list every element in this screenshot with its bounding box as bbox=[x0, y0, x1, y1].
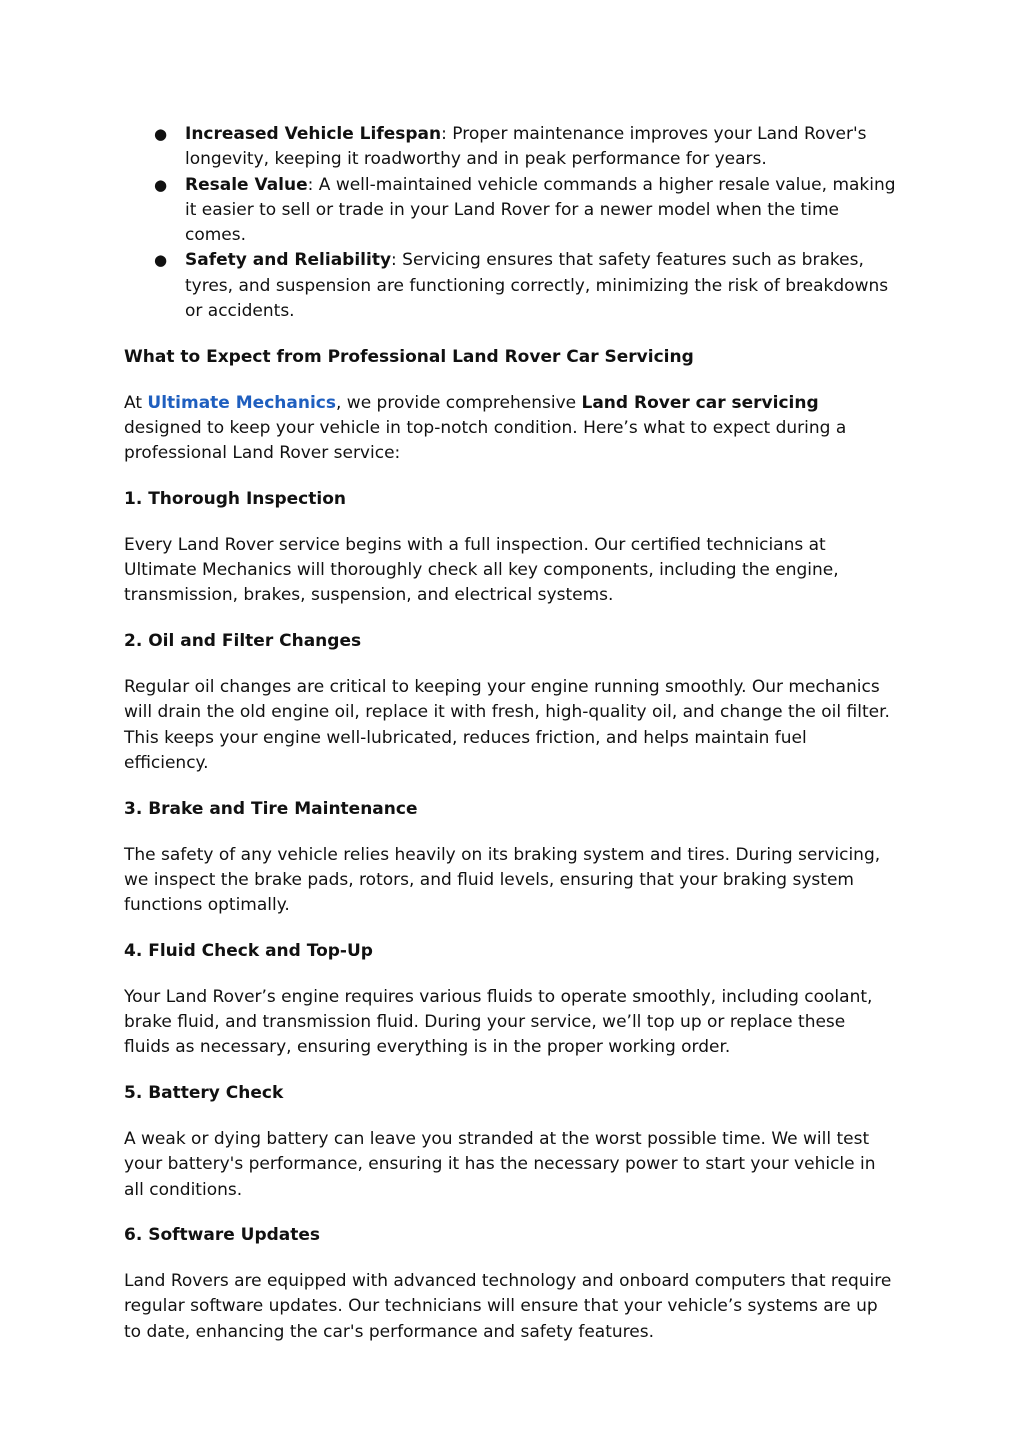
bullet-icon: ● bbox=[154, 125, 168, 143]
benefits-list bbox=[124, 122, 896, 324]
bullet-title: Resale Value bbox=[185, 174, 308, 195]
list-item bbox=[124, 248, 896, 324]
step-body: The safety of any vehicle relies heavily on its braking system and tires. During servicing, we inspect the brake pads, rotors, and fluid levels, ensuring that your braking system functions optimally. bbox=[124, 844, 881, 916]
bullet-icon: ● bbox=[154, 251, 168, 270]
bullet-title: Safety and Reliability bbox=[185, 250, 392, 271]
bullet-text: : Proper maintenance improves your Land Rover's longevity, keeping it roadworthy and in peak performance for years. bbox=[185, 124, 867, 170]
step-body: Your Land Rover’s engine requires various fluids to operate smoothly, including coolant, brake fluid, and transmission fluid. During your service, we’ll top up or replace these fluids as necessary, ensuring everything is in the proper working order. bbox=[124, 986, 873, 1058]
bullet-icon: ● bbox=[154, 175, 168, 194]
step-heading: 3. Brake and Tire Maintenance bbox=[124, 798, 418, 819]
intro-suffix: designed to keep your vehicle in top-notch condition. Here’s what to expect during a professional Land Rover service: bbox=[124, 417, 847, 464]
step-body: A weak or dying battery can leave you stranded at the worst possible time. We will test your battery's performance, ensuring it has the necessary power to start your vehicle in all conditions. bbox=[124, 1128, 876, 1200]
ultimate-mechanics-link[interactable]: Ultimate Mechanics bbox=[147, 392, 336, 413]
bullet-text: : Servicing ensures that safety features such as brakes, tyres, and suspension are functioning correctly, minimizing the risk of breakdowns or accidents. bbox=[185, 250, 889, 322]
list-item bbox=[124, 122, 896, 173]
step-heading: 5. Battery Check bbox=[124, 1083, 284, 1104]
intro-bold: Land Rover car servicing bbox=[581, 392, 819, 413]
section-heading: What to Expect from Professional Land Rover Car Servicing bbox=[124, 346, 694, 367]
bullet-text: : A well-maintained vehicle commands a higher resale value, making it easier to sell or trade in your Land Rover for a newer model when the time comes. bbox=[185, 174, 896, 246]
intro-paragraph bbox=[124, 391, 896, 467]
bullet-title: Increased Vehicle Lifespan bbox=[185, 124, 442, 144]
intro-prefix: At bbox=[124, 392, 148, 413]
intro-middle: , we provide comprehensive bbox=[335, 392, 582, 413]
step-heading: 4. Fluid Check and Top-Up bbox=[124, 940, 373, 961]
step-body: Land Rovers are equipped with advanced technology and onboard computers that require regular software updates. Our technicians will ensure that your vehicle’s systems are up to date, enhancing the car's performance and safety features. bbox=[124, 1271, 892, 1342]
step-body: Regular oil changes are critical to keeping your engine running smoothly. Our mechanics will drain the old engine oil, replace it with fresh, high-quality oil, and change the oil filter. This keeps your engine well-lubricated, reduces friction, and helps maintain fuel efficiency. bbox=[124, 677, 890, 773]
step-body: Every Land Rover service begins with a full inspection. Our certified technicians at Ultimate Mechanics will thoroughly check all key components, including the engine, transmission, brakes, suspension, and electrical systems. bbox=[124, 534, 839, 606]
document-page bbox=[124, 122, 896, 1345]
step-heading: 6. Software Updates bbox=[124, 1225, 321, 1246]
step-heading: 2. Oil and Filter Changes bbox=[124, 631, 362, 652]
list-item bbox=[124, 173, 896, 249]
step-heading: 1. Thorough Inspection bbox=[124, 489, 346, 510]
